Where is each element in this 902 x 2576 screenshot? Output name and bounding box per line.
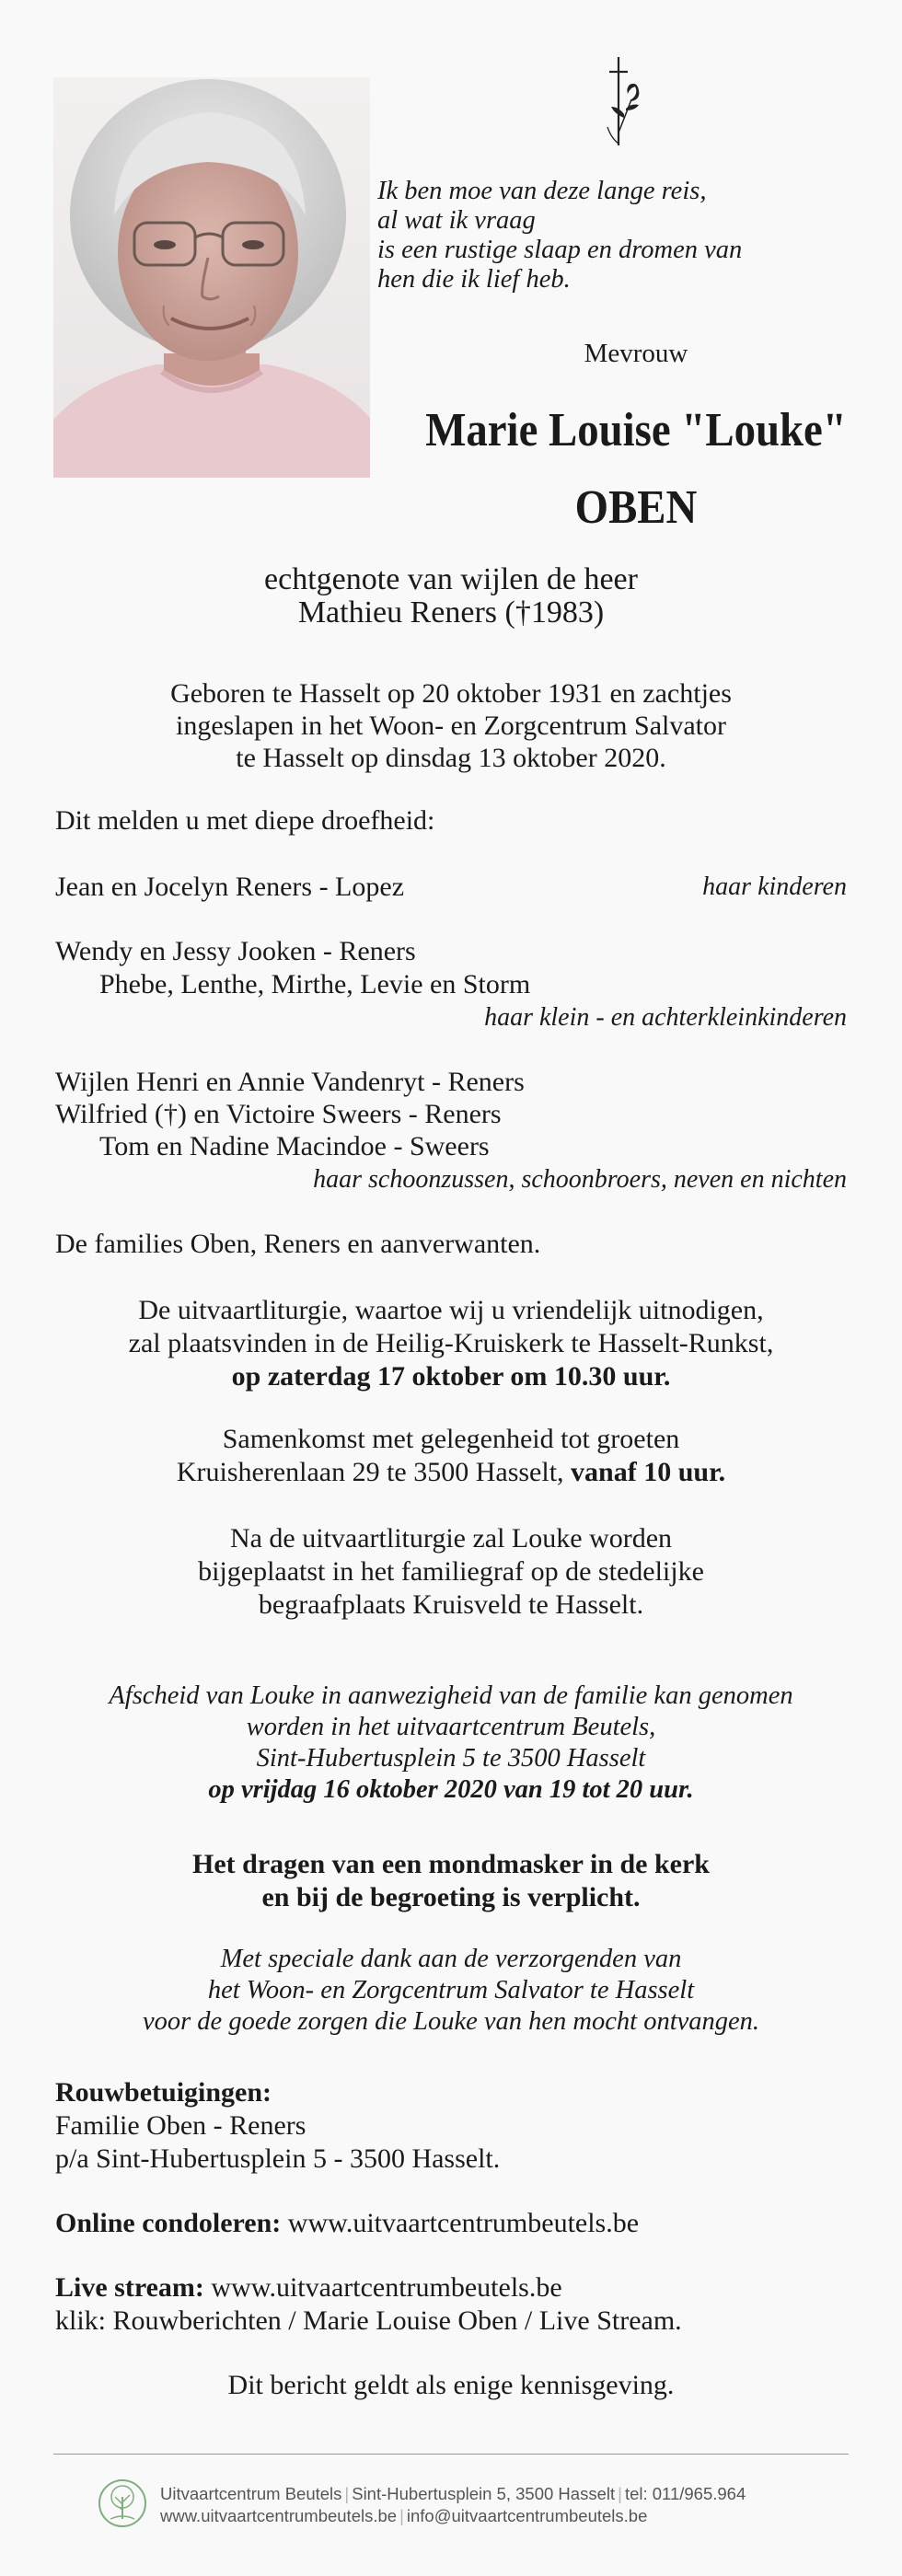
inlaws-role: haar schoonzussen, schoonbroers, neven en nichten [313, 1165, 847, 1194]
birth-line: ingeslapen in het Woon- en Zorgcentrum Salvator [176, 710, 726, 741]
farewell-line: Afscheid van Louke in aanwezigheid van de familie kan genomen [109, 1681, 793, 1710]
children-role: haar kinderen [702, 872, 847, 901]
poem-line: hen die ik lief heb. [377, 265, 571, 294]
burial-line: begraafplaats Kruisveld te Hasselt. [258, 1589, 644, 1620]
thanks-note [0, 1944, 902, 2038]
livestream-instruction: klik: Rouwberichten / Marie Louise Oben / Live Stream. [55, 2305, 682, 2336]
burial-line: Na de uitvaartliturgie zal Louke worden [229, 1523, 673, 1554]
tree-logo-icon [98, 2478, 147, 2528]
cross-with-flower-icon [598, 53, 642, 149]
families: De families Oben, Reners en aanverwanten. [55, 1229, 541, 1259]
funeral-line: De uitvaartliturgie, waartoe wij u vriendelijk uitnodigen, [138, 1295, 764, 1325]
funeral-date: op zaterdag 17 oktober om 10.30 uur. [231, 1361, 671, 1392]
birth-line: Geboren te Hasselt op 20 oktober 1931 en zachtjes [170, 678, 732, 709]
portrait-photo [53, 77, 370, 478]
children: Jean en Jocelyn Reners - Lopez [55, 872, 405, 902]
spouse-info [0, 563, 902, 630]
mask-notice [0, 1848, 902, 1914]
livestream-label: Live stream: [55, 2272, 204, 2303]
closing-note: Dit bericht geldt als enige kennisgeving. [227, 2370, 675, 2400]
poem [377, 177, 856, 295]
online-label: Online condoleren: [55, 2208, 282, 2238]
footer-text: Uitvaartcentrum Beutels | Sint-Hubertusplein 5, 3500 Hasselt | tel: 011/965.964 www.uitvaartcentrumbeutels.be | info@uitvaartcentrumbeutels.be [160, 2484, 746, 2525]
livestream [55, 2271, 865, 2338]
great-grandchildren: Phebe, Lenthe, Mirthe, Levie en Storm [99, 969, 531, 999]
spouse-line: echtgenote van wijlen de heer [264, 562, 638, 596]
mask-line: Het dragen van een mondmasker in de kerk [192, 1849, 710, 1879]
burial-info [0, 1522, 902, 1622]
funeral-line: zal plaatsvinden in de Heilig-Kruiskerk te Hasselt-Runkst, [128, 1328, 774, 1358]
birth-death-info [0, 677, 902, 774]
footer-phone: tel: 011/965.964 [624, 2484, 746, 2503]
gathering-address: Kruisherenlaan 29 te 3500 Hasselt, [176, 1457, 564, 1487]
farewell-line: Sint-Hubertusplein 5 te 3500 Hasselt [256, 1744, 646, 1773]
footer-address: Sint-Hubertusplein 5, 3500 Hasselt [352, 2484, 616, 2503]
condolence-address [55, 2076, 865, 2176]
footer-divider [53, 2454, 849, 2455]
grandchildren: Wendy en Jessy Jooken - Reners [55, 936, 416, 966]
farewell-info [0, 1681, 902, 1806]
announcement: Dit melden u met diepe droefheid: [55, 805, 435, 836]
online-url[interactable]: www.uitvaartcentrumbeutels.be [287, 2208, 640, 2238]
gathering-line [0, 1456, 902, 1489]
farewell-line: worden in het uitvaartcentrum Beutels, [246, 1713, 656, 1741]
funeral-info [0, 1294, 902, 1393]
livestream-url[interactable]: www.uitvaartcentrumbeutels.be [211, 2272, 562, 2303]
thanks-line: voor de goede zorgen die Louke van hen mocht ontvangen. [142, 2007, 760, 2036]
inlaw: Wijlen Henri en Annie Vandenryt - Reners [55, 1067, 525, 1097]
farewell-date: op vrijdag 16 oktober 2020 van 19 tot 20 uur. [208, 1775, 694, 1804]
gathering-info [0, 1423, 902, 1489]
portrait-illustration [53, 77, 370, 478]
poem-line: is een rustige slaap en dromen van [377, 236, 743, 264]
online-condolence [55, 2207, 865, 2240]
footer-company: Uitvaartcentrum Beutels [160, 2484, 342, 2503]
deceased-lastname: OBEN [574, 481, 698, 534]
inlaw: Wilfried (†) en Victoire Sweers - Reners [55, 1099, 502, 1129]
condolence-line: Familie Oben - Reners [55, 2110, 306, 2141]
inlaw: Tom en Nadine Macindoe - Sweers [99, 1131, 490, 1161]
deceased-name: Marie Louise "Louke" [425, 404, 847, 456]
salutation: Mevrouw [584, 339, 688, 368]
poem-line: Ik ben moe van deze lange reis, [377, 177, 707, 205]
footer-email[interactable]: info@uitvaartcentrumbeutels.be [406, 2506, 648, 2525]
condolence-label: Rouwbetuigingen: [55, 2077, 272, 2108]
footer-website[interactable]: www.uitvaartcentrumbeutels.be [160, 2506, 398, 2525]
condolence-line: p/a Sint-Hubertusplein 5 - 3500 Hasselt. [55, 2143, 501, 2174]
birth-line: te Hasselt op dinsdag 13 oktober 2020. [236, 743, 666, 773]
gathering-time: vanaf 10 uur. [571, 1457, 726, 1487]
burial-line: bijgeplaatst in het familiegraf op de stedelijke [198, 1556, 704, 1587]
mask-line: en bij de begroeting is verplicht. [261, 1882, 641, 1912]
grandchildren-role: haar klein - en achterkleinkinderen [484, 1003, 847, 1032]
thanks-line: Met speciale dank aan de verzorgenden van [220, 1945, 682, 1973]
spouse-line: Mathieu Reners (†1983) [297, 595, 605, 630]
poem-line: al wat ik vraag [377, 206, 536, 235]
gathering-line: Samenkomst met gelegenheid tot groeten [222, 1424, 680, 1454]
thanks-line: het Woon- en Zorgcentrum Salvator te Hasselt [207, 1976, 695, 2004]
